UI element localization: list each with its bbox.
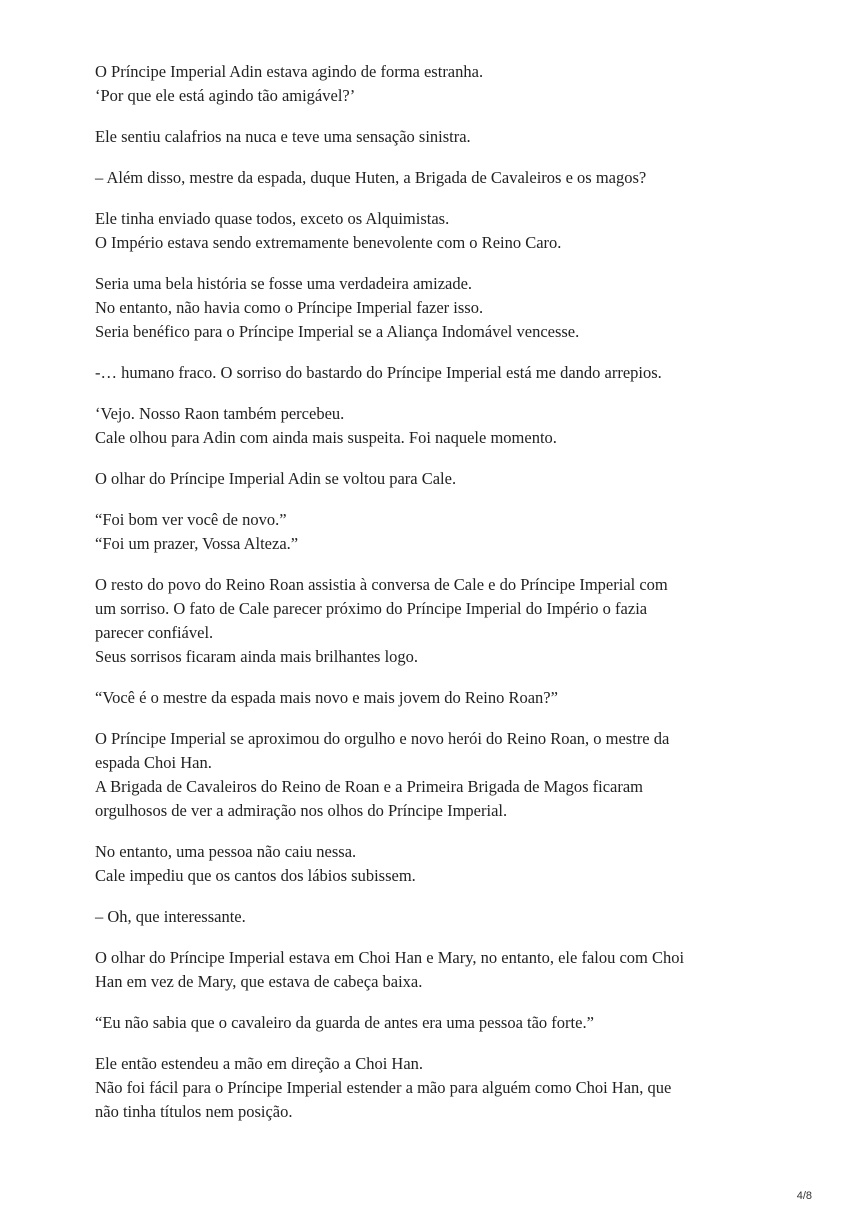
text-line: -… humano fraco. O sorriso do bastardo do Príncipe Imperial está me dando arrepios. (95, 363, 662, 382)
paragraph (95, 467, 785, 491)
paragraph (95, 272, 785, 344)
text-line: não tinha títulos nem posição. (95, 1102, 293, 1121)
text-line: O Príncipe Imperial se aproximou do orgulho e novo herói do Reino Roan, o mestre da (95, 729, 670, 748)
text-line: – Além disso, mestre da espada, duque Huten, a Brigada de Cavaleiros e os magos? (95, 168, 647, 187)
paragraph (95, 125, 785, 149)
text-line: Han em vez de Mary, que estava de cabeça baixa. (95, 972, 423, 991)
paragraph (95, 508, 785, 556)
text-line: O Príncipe Imperial Adin estava agindo de forma estranha. (95, 62, 484, 81)
text-line: “Foi bom ver você de novo.” (95, 510, 287, 529)
text-line: “Você é o mestre da espada mais novo e mais jovem do Reino Roan?” (95, 688, 558, 707)
paragraph (95, 946, 785, 994)
text-line: orgulhosos de ver a admiração nos olhos do Príncipe Imperial. (95, 801, 508, 820)
text-line: O olhar do Príncipe Imperial Adin se voltou para Cale. (95, 469, 457, 488)
text-line: “Eu não sabia que o cavaleiro da guarda de antes era uma pessoa tão forte.” (95, 1013, 594, 1032)
paragraph (95, 840, 785, 888)
paragraph (95, 166, 785, 190)
text-line: O resto do povo do Reino Roan assistia à conversa de Cale e do Príncipe Imperial com (95, 575, 668, 594)
text-line: No entanto, não havia como o Príncipe Imperial fazer isso. (95, 298, 484, 317)
text-line: “Foi um prazer, Vossa Alteza.” (95, 534, 299, 553)
paragraph (95, 727, 785, 823)
text-line: ‘Vejo. Nosso Raon também percebeu. (95, 404, 345, 423)
paragraph (95, 686, 785, 710)
text-line: Ele tinha enviado quase todos, exceto os Alquimistas. (95, 209, 450, 228)
text-line: O Império estava sendo extremamente benevolente com o Reino Caro. (95, 233, 562, 252)
text-line: No entanto, uma pessoa não caiu nessa. (95, 842, 357, 861)
text-line: ‘Por que ele está agindo tão amigável?’ (95, 86, 356, 105)
text-line: Seria uma bela história se fosse uma verdadeira amizade. (95, 274, 473, 293)
text-line: Cale impediu que os cantos dos lábios subissem. (95, 866, 416, 885)
document-body (95, 60, 785, 1141)
paragraph (95, 905, 785, 929)
paragraph (95, 207, 785, 255)
paragraph (95, 361, 785, 385)
text-line: parecer confiável. (95, 623, 214, 642)
text-line: O olhar do Príncipe Imperial estava em Choi Han e Mary, no entanto, ele falou com Choi (95, 948, 685, 967)
paragraph (95, 1011, 785, 1035)
text-line: Cale olhou para Adin com ainda mais suspeita. Foi naquele momento. (95, 428, 557, 447)
text-line: A Brigada de Cavaleiros do Reino de Roan e a Primeira Brigada de Magos ficaram (95, 777, 643, 796)
text-line: Ele então estendeu a mão em direção a Choi Han. (95, 1054, 424, 1073)
text-line: – Oh, que interessante. (95, 907, 246, 926)
paragraph (95, 1052, 785, 1124)
text-line: Seria benéfico para o Príncipe Imperial se a Aliança Indomável vencesse. (95, 322, 580, 341)
text-line: um sorriso. O fato de Cale parecer próximo do Príncipe Imperial do Império o fazia (95, 599, 648, 618)
text-line: Não foi fácil para o Príncipe Imperial estender a mão para alguém como Choi Han, que (95, 1078, 672, 1097)
text-line: Ele sentiu calafrios na nuca e teve uma sensação sinistra. (95, 127, 471, 146)
text-line: Seus sorrisos ficaram ainda mais brilhantes logo. (95, 647, 419, 666)
page-number: 4/8 (796, 1190, 812, 1202)
paragraph (95, 402, 785, 450)
text-line: espada Choi Han. (95, 753, 212, 772)
paragraph (95, 60, 785, 108)
paragraph (95, 573, 785, 669)
